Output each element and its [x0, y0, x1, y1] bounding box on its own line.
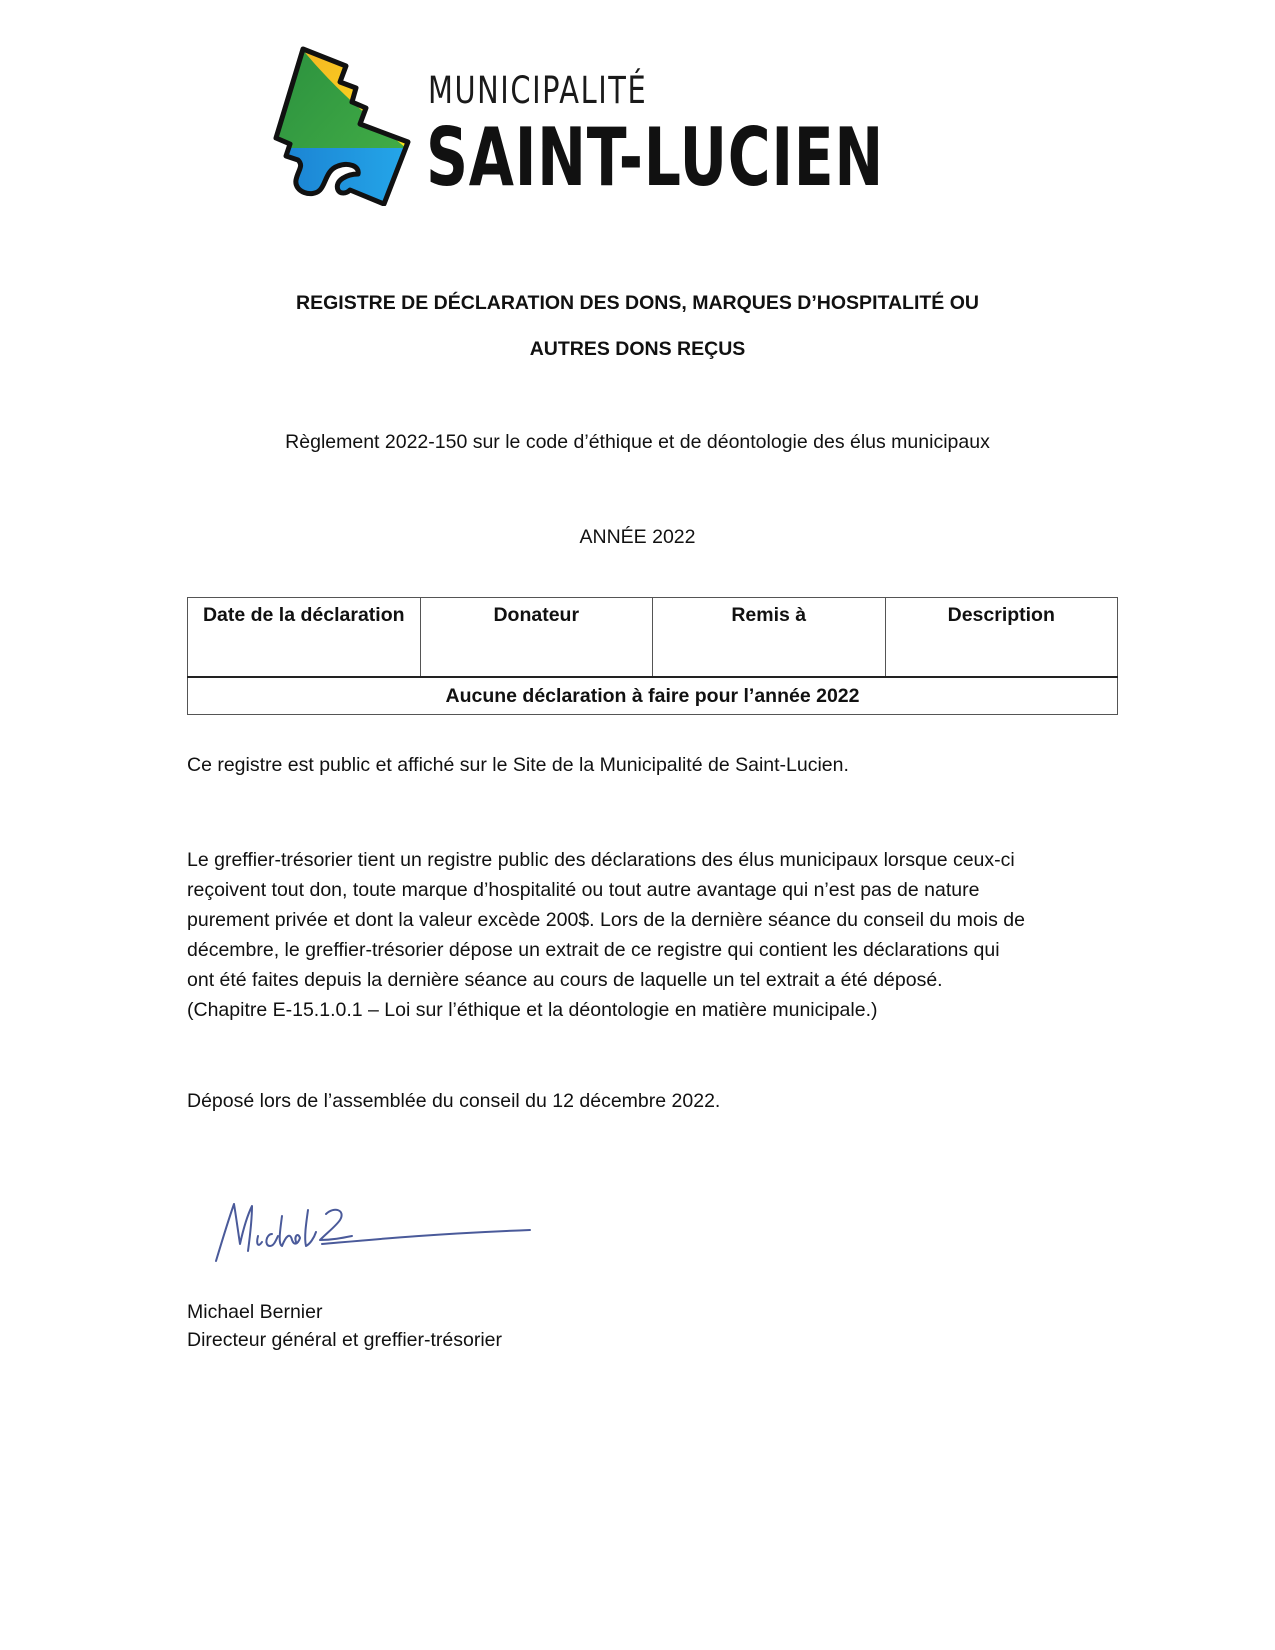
paragraph-line: décembre, le greffier-trésorier dépose un extrait de ce registre qui contient les déclarations qui	[187, 939, 1000, 961]
empty-table-message: Aucune déclaration à faire pour l’année 2022	[188, 677, 1118, 715]
public-notice: Ce registre est public et affiché sur le Site de la Municipalité de Saint-Lucien.	[187, 754, 849, 776]
municipality-logo-icon	[268, 44, 413, 206]
paragraph-line: (Chapitre E-15.1.0.1 – Loi sur l’éthique et la déontologie en matière municipale.)	[187, 999, 878, 1021]
column-header-donor: Donateur	[420, 598, 653, 678]
column-header-date: Date de la déclaration	[188, 598, 421, 678]
logo-municipalite-text: MUNICIPALITÉ	[428, 69, 648, 112]
year-label: ANNÉE 2022	[579, 526, 696, 548]
legal-paragraph	[187, 845, 1087, 1025]
paragraph-line: Le greffier-trésorier tient un registre public des déclarations des élus municipaux lorsque ceux-ci	[187, 849, 1015, 871]
paragraph-line: purement privée et dont la valeur excède 200$. Lors de la dernière séance du conseil du mois de	[187, 909, 1025, 931]
signer-title: Directeur général et greffier-trésorier	[187, 1329, 503, 1351]
column-header-recipient: Remis à	[653, 598, 886, 678]
donations-register-table	[187, 597, 1118, 715]
logo-saint-lucien-text: SAINT-LUCIEN	[426, 111, 885, 204]
column-header-description: Description	[885, 598, 1118, 678]
deposit-note: Déposé lors de l’assemblée du conseil du 12 décembre 2022.	[187, 1090, 721, 1112]
document-title-line1: REGISTRE DE DÉCLARATION DES DONS, MARQUES D’HOSPITALITÉ OU	[296, 292, 979, 314]
signer-block	[187, 1298, 502, 1354]
table-header-row	[188, 598, 1118, 678]
regulation-reference: Règlement 2022-150 sur le code d’éthique et de déontologie des élus municipaux	[285, 431, 990, 453]
signature-icon	[208, 1196, 538, 1271]
table-row	[188, 677, 1118, 715]
paragraph-line: reçoivent tout don, toute marque d’hospitalité ou tout autre avantage qui n’est pas de nature	[187, 879, 980, 901]
signer-name: Michael Bernier	[187, 1301, 323, 1323]
paragraph-line: ont été faites depuis la dernière séance au cours de laquelle un tel extrait a été déposé.	[187, 969, 943, 991]
document-title-line2: AUTRES DONS REÇUS	[529, 338, 746, 360]
